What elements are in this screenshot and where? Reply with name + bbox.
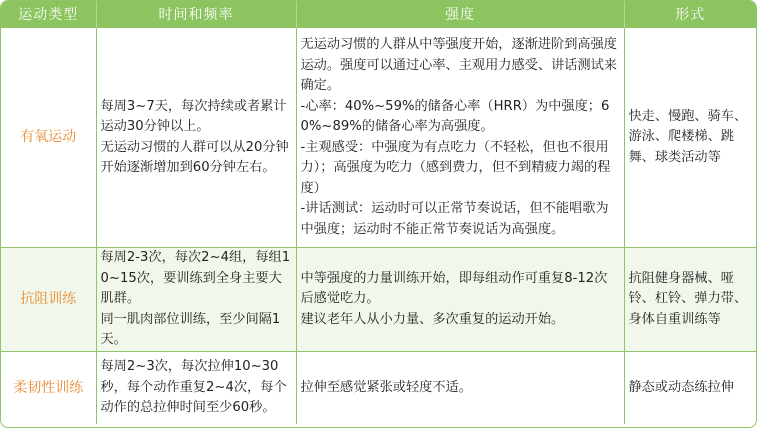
intensity-line: 中等强度的力量训练开始，即每组动作可重复8-12次后感觉吃力。 bbox=[300, 270, 608, 307]
intensity-line: -心率：40%~59%的储备心率（HRR）为中强度；60%~89%的储备心率为高强度。 bbox=[300, 98, 610, 134]
cell-type: 有氧运动 bbox=[1, 28, 96, 248]
cell-intensity bbox=[296, 248, 624, 352]
table-row-flexibility bbox=[1, 352, 756, 425]
table-header-row bbox=[1, 1, 756, 28]
table-row-aerobic bbox=[1, 28, 756, 248]
intensity-line: 无运动习惯的人群从中等强度开始，逐渐进阶到高强度运动。强度可以通过心率、主观用力感受、讲话测试来确定。 bbox=[300, 37, 617, 93]
frequency-line: 每周2-3次，每次2~4组，每组10~15次，要训练到全身主要大肌群。 bbox=[100, 250, 291, 307]
intensity-line: 拉伸至感觉紧张或轻度不适。 bbox=[300, 379, 472, 395]
cell-form: 快走、慢跑、骑车、游泳、爬楼梯、跳舞、球类活动等 bbox=[624, 28, 756, 248]
exercise-guidelines-table bbox=[1, 1, 756, 424]
header-intensity: 强度 bbox=[296, 1, 624, 28]
cell-form: 静态或动态练拉伸 bbox=[624, 352, 756, 425]
intensity-line: -主观感受：中强度为有点吃力（不轻松，但也不很用力）；高强度为吃力（感到费力，但不到精疲力竭的程度） bbox=[300, 139, 611, 196]
cell-frequency bbox=[96, 248, 296, 352]
frequency-line: 每周2~3次，每次拉伸10~30秒，每个动作重复2~4次，每个动作的总拉伸时间至少60秒。 bbox=[100, 359, 287, 416]
header-exercise-type: 运动类型 bbox=[1, 1, 96, 28]
intensity-line: 建议老年人从小力量、多次重复的运动开始。 bbox=[300, 311, 565, 327]
cell-frequency bbox=[96, 28, 296, 248]
frequency-line: 每周3~7天，每次持续或者累计运动30分钟以上。 bbox=[100, 98, 287, 134]
header-time-frequency: 时间和频率 bbox=[96, 1, 296, 28]
cell-type: 柔韧性训练 bbox=[1, 352, 96, 425]
cell-frequency bbox=[96, 352, 296, 425]
frequency-line: 无运动习惯的人群可以从20分钟开始逐渐增加到60分钟左右。 bbox=[100, 139, 289, 175]
cell-form: 抗阻健身器械、哑铃、杠铃、弹力带、身体自重训练等 bbox=[624, 248, 756, 352]
cell-intensity bbox=[296, 28, 624, 248]
cell-type: 抗阻训练 bbox=[1, 248, 96, 352]
cell-intensity bbox=[296, 352, 624, 425]
header-form: 形式 bbox=[624, 1, 756, 28]
table-row-resistance bbox=[1, 248, 756, 352]
intensity-line: -讲话测试：运动时可以正常节奏说话，但不能唱歌为中强度；运动时不能正常节奏说话为高强度。 bbox=[300, 201, 609, 237]
frequency-line: 同一肌肉部位训练，至少间隔1天。 bbox=[100, 311, 281, 348]
